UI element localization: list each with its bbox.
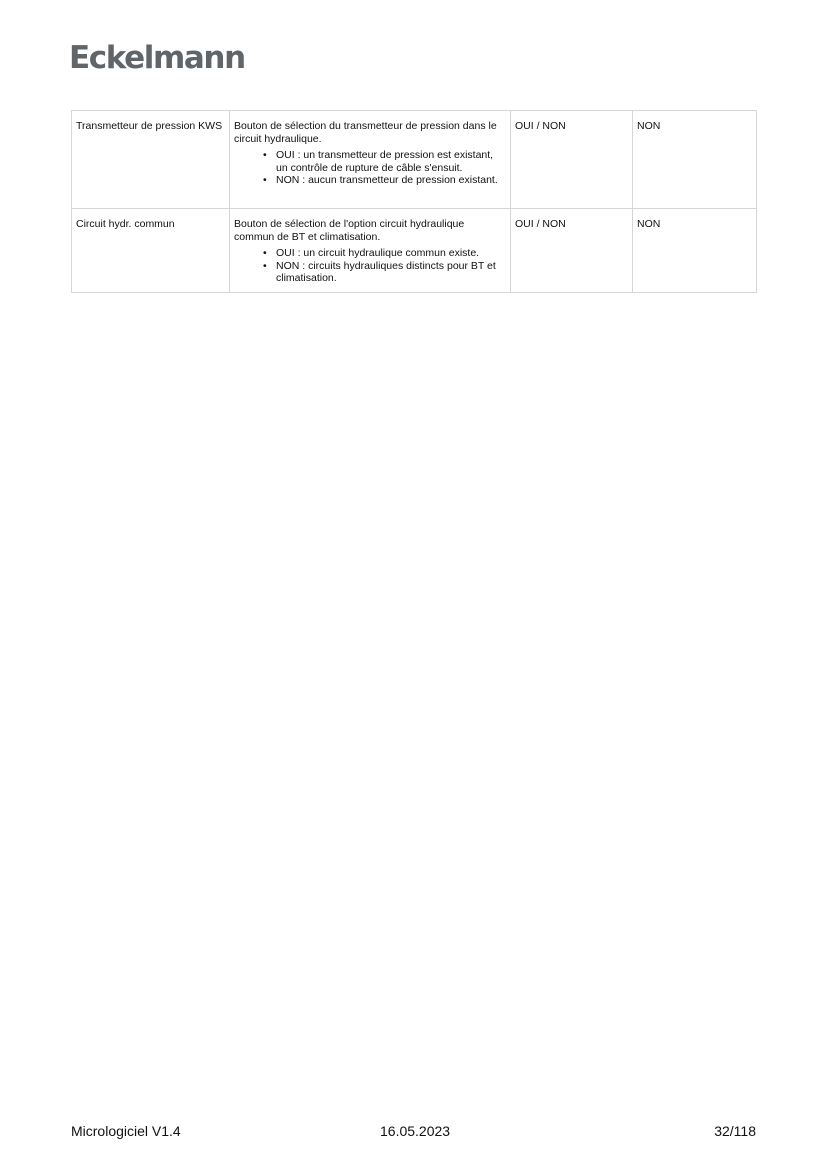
parameter-name-cell: Transmetteur de pression KWS: [72, 111, 230, 209]
list-item: • NON : aucun transmetteur de pression existant.: [276, 174, 506, 187]
value-range-cell: OUI / NON: [511, 111, 633, 209]
default-value-cell: NON: [633, 209, 757, 293]
table-row: [72, 111, 757, 209]
eckelmann-logo: Eckelmann: [69, 40, 245, 76]
footer-page-number: 32/118: [714, 1123, 756, 1139]
parameter-name-cell: Circuit hydr. commun: [72, 209, 230, 293]
parameter-description-cell: [230, 111, 511, 209]
footer-firmware-version: Micrologiciel V1.4: [71, 1123, 181, 1139]
list-item: • OUI : un circuit hydraulique commun existe.: [276, 247, 506, 260]
description-text: Bouton de sélection du transmetteur de pression dans le circuit hydraulique.: [234, 120, 497, 145]
option-list: [234, 149, 506, 187]
footer-date: 16.05.2023: [380, 1123, 451, 1139]
list-item: • OUI : un transmetteur de pression est existant, un contrôle de rupture de câble s'ensuit.: [276, 149, 506, 174]
list-item: • NON : circuits hydrauliques distincts pour BT et climatisation.: [276, 260, 506, 285]
parameter-table: [71, 110, 757, 293]
default-value-cell: NON: [633, 111, 757, 209]
option-list: [234, 247, 506, 285]
value-range-cell: OUI / NON: [511, 209, 633, 293]
description-text: Bouton de sélection de l'option circuit hydraulique commun de BT et climatisation.: [234, 218, 465, 243]
table-row: [72, 209, 757, 293]
parameter-description-cell: [230, 209, 511, 293]
